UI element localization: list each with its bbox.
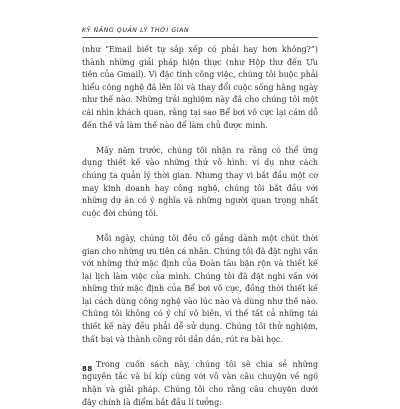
paragraph-gap: [82, 346, 318, 359]
paragraph-1: (như “Email biết tự sắp xếp có phải hay hơn không?”) thành những giải pháp hiện thực (như Hộp thư đến Ưu tiên của Gmail). Vì đặc tính công việc, chúng tôi buộc phải hiểu công nghệ đã lên lôi và thay đổi cuộc sống hằng ngày như thế nào. Những trải nghiệm này đã cho chúng tôi một cái nhìn khách quan, rằng tại sao Bể bơi vô cực lại cám dỗ đến thế và làm thế nào để làm chủ được mình.: [82, 45, 318, 130]
header-rule: [82, 37, 318, 38]
paragraph-2: Mấy năm trước, chúng tôi nhận ra rằng có thể ứng dụng thiết kế vào những thứ vô hình: ví dụ như cách chúng ta quản lý thời gian. Nhưng thay vì bắt đầu một cơ may kinh doanh hay công nghệ, chúng tôi bắt đầu với những dự án có ý nghĩa và những người quan trọng nhất cuộc đời chúng tôi.: [82, 145, 318, 218]
paragraph-3: Mỗi ngày, chúng tôi đều cố gắng dành một chút thời gian cho những ưu tiên cá nhân. Chúng tôi đã đặt nghi vấn với những thứ mặc định của Đoàn tàu bận rộn và thiết kế lại lịch làm việc của mình. Chúng tôi đã đặt nghi vấn với những thứ mặc định của Bể bơi vô cực, đồng thời thiết kế lại cách dùng công nghệ vào lúc nào và dùng như thế nào. Chúng tôi không có ý chí vô biên, vì thế tất cả những tái thiết kế này đều phải dễ sử dụng. Chúng tôi thử nghiệm, thất bại và thành công rồi dần dần, rút ra bài học.: [82, 233, 318, 344]
body-text: [82, 44, 318, 409]
paragraph-gap: [82, 132, 318, 145]
paragraph-gap: [82, 220, 318, 233]
page-number: 88: [82, 365, 93, 373]
paragraph-4: Trong cuốn sách này, chúng tôi sẽ chia sẻ những nguyên tắc và bí kíp cũng với vô vàn câu chuyện về ngõ nhặn và giải pháp. Chúng tôi cho rằng câu chuyện dưới đây chính là điểm bắt đầu lí tưởng:: [82, 359, 318, 407]
running-header: KỸ NĂNG QUẢN LÝ THỜI GIAN: [82, 27, 190, 34]
